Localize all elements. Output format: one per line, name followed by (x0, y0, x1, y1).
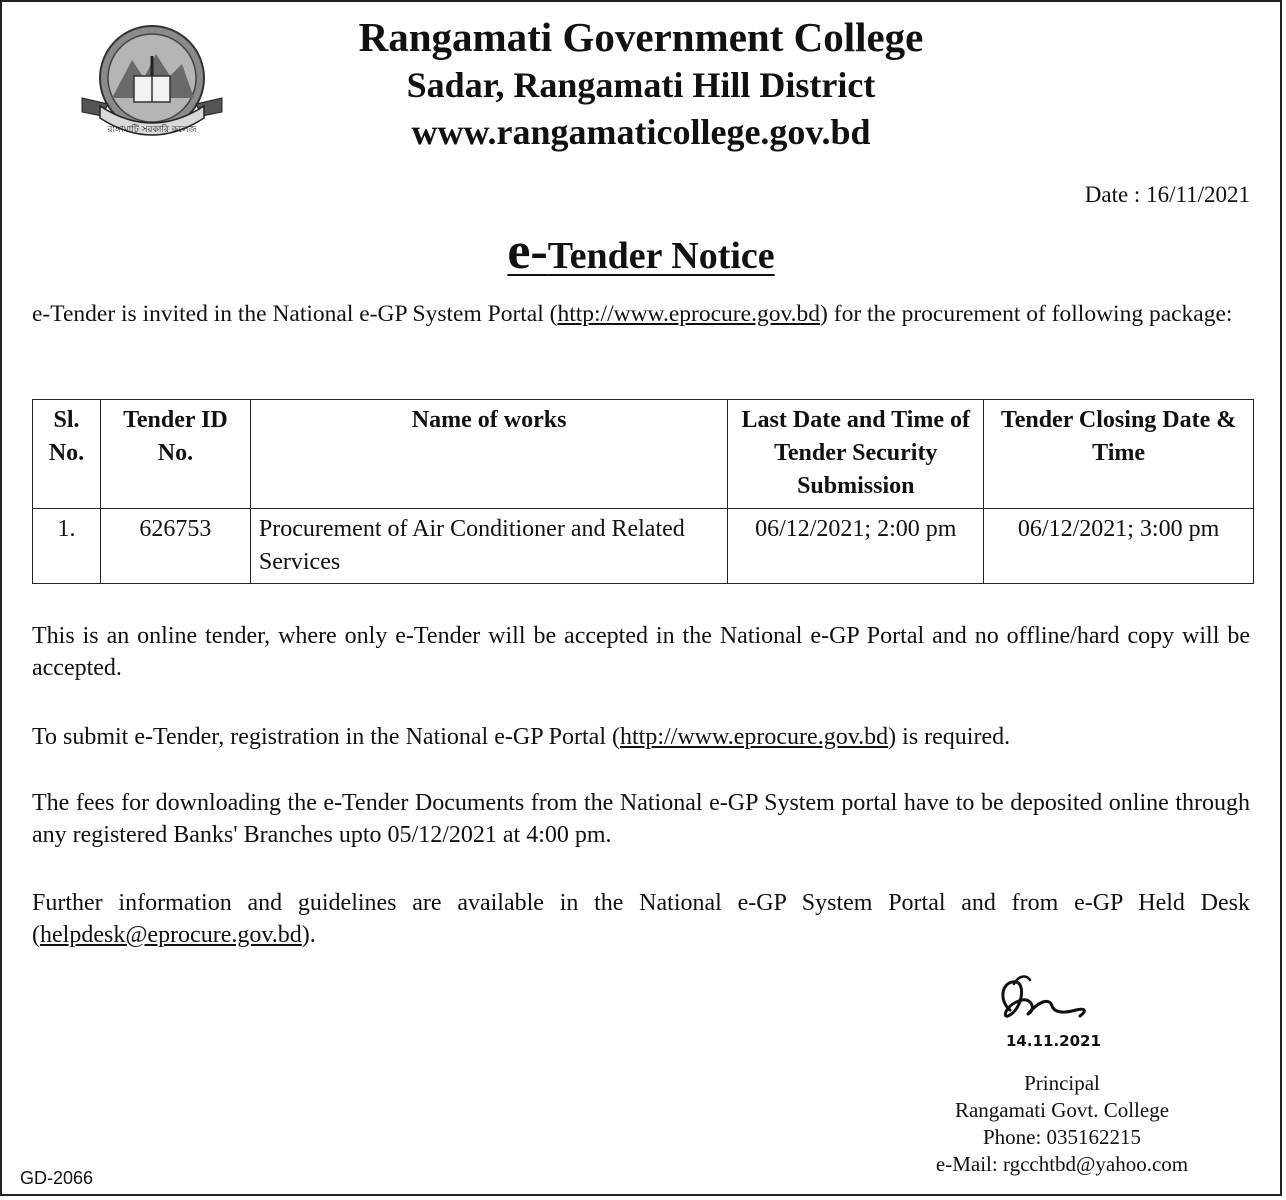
college-name: Rangamati Government College (358, 14, 924, 60)
letterhead (2, 12, 1280, 156)
further-info-paragraph (32, 887, 1250, 951)
fees-paragraph: The fees for downloading the e-Tender Documents from the National e-GP System portal have to be deposited online through any registered Banks' Branches upto 05/12/2021 at 4:00 pm. (32, 790, 1250, 848)
intro-paragraph (32, 299, 1250, 330)
signatory-block (902, 1070, 1222, 1178)
registration-text-start: To submit e-Tender, registration in the National e-GP Portal ( (32, 724, 620, 750)
registration-paragraph (32, 721, 1250, 753)
cell-security-deadline: 06/12/2021; 2:00 pm (728, 509, 984, 584)
online-tender-paragraph: This is an online tender, where only e-Tender will be accepted in the National e-GP Portal and no offline/hard copy will be accepted. (32, 623, 1250, 681)
title-prefix: e- (507, 223, 548, 280)
signatory-email: e-Mail: rgcchtbd@yahoo.com (935, 1152, 1189, 1176)
col-header-security-deadline: Last Date and Time of Tender Security Submission (728, 400, 984, 509)
helpdesk-email-link[interactable]: helpdesk@eprocure.gov.bd (40, 922, 302, 948)
col-header-closing-date: Tender Closing Date & Time (984, 400, 1254, 509)
table-row (33, 509, 1254, 584)
eprocure-link[interactable]: http://www.eprocure.gov.bd (557, 301, 821, 327)
registration-text-end: ) is required. (888, 724, 1011, 750)
signatory-phone: Phone: 035162215 (982, 1125, 1142, 1149)
notice-date: Date : 16/11/2021 (1084, 182, 1250, 207)
col-header-tender-id: Tender ID No. (100, 400, 250, 509)
title-main: Tender Notice (547, 235, 775, 277)
signatory-institution: Rangamati Govt. College (954, 1098, 1170, 1122)
tender-table (32, 399, 1254, 584)
college-address: Sadar, Rangamati Hill District (406, 65, 876, 105)
cell-closing-date: 06/12/2021; 3:00 pm (984, 509, 1254, 584)
intro-text-start: e-Tender is invited in the National e-GP System Portal ( (32, 301, 558, 327)
signatory-role: Principal (1024, 1071, 1100, 1095)
gd-code: GD-2066 (20, 1168, 94, 1188)
cell-tender-id: 626753 (100, 509, 250, 584)
intro-text-end: ) for the procurement of following package: (820, 301, 1233, 327)
col-header-sl: Sl. No. (33, 400, 101, 509)
col-header-name-of-works: Name of works (250, 400, 727, 509)
college-website: www.rangamaticollege.gov.bd (411, 112, 871, 152)
principal-signature (992, 970, 1122, 1060)
cell-name-of-works: Procurement of Air Conditioner and Related Services (250, 509, 727, 584)
cell-sl: 1. (33, 509, 101, 584)
notice-title (2, 224, 1280, 284)
table-header-row (33, 400, 1254, 509)
further-text-start: Further information and guidelines are available in the National e-GP System Portal and from e-GP Held Desk ( (32, 890, 1250, 948)
eprocure-registration-link[interactable]: http://www.eprocure.gov.bd (619, 724, 889, 750)
svg-text:রাঙ্গামাটি সরকারি কলেজ: রাঙ্গামাটি সরকারি কলেজ (107, 125, 197, 135)
signature-date: 14.11.2021 (1006, 1032, 1101, 1050)
further-text-end: ). (301, 922, 316, 948)
